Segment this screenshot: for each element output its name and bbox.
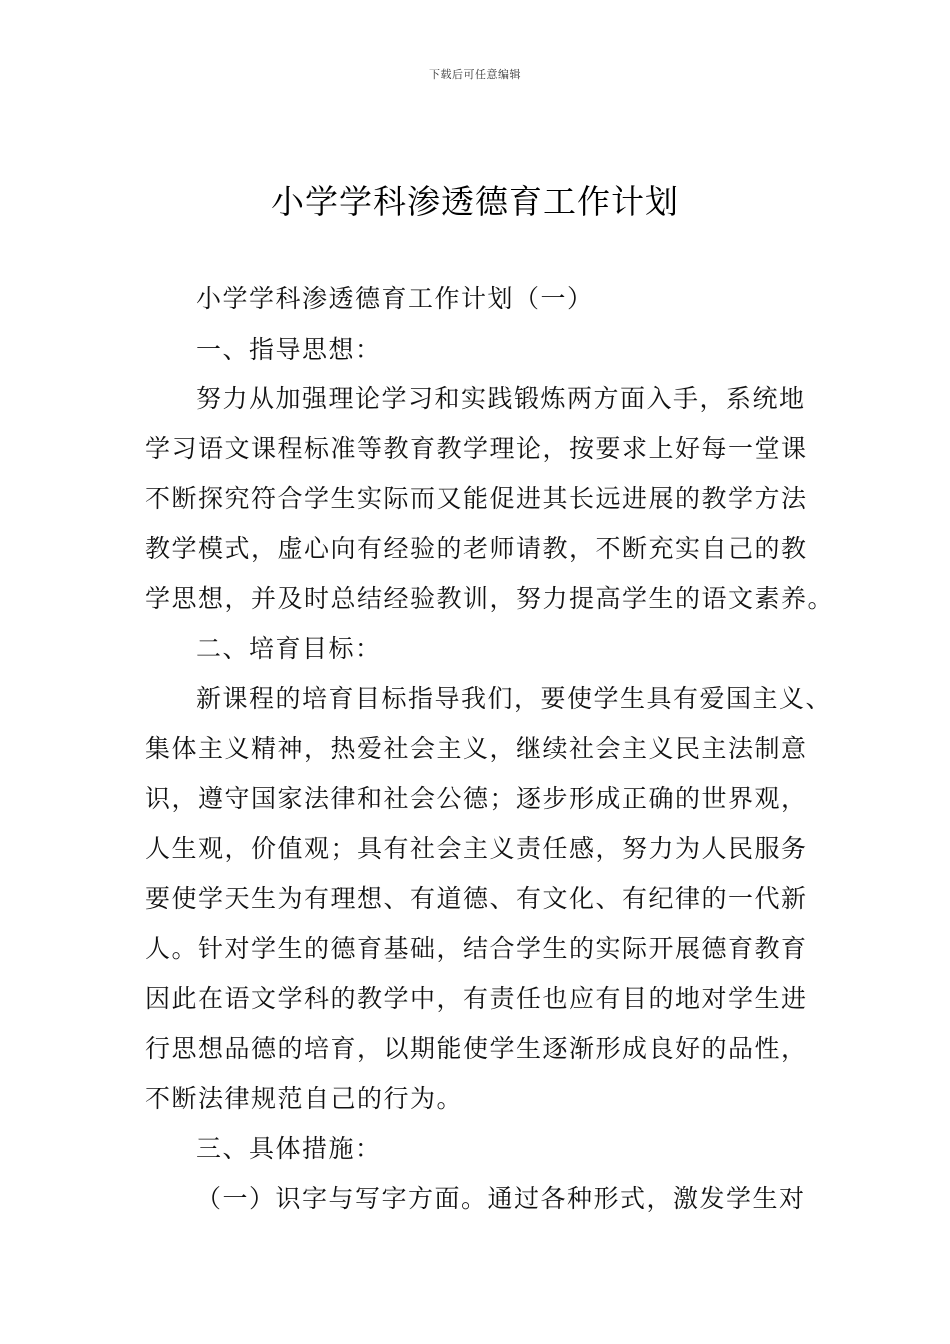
paragraph-line: 教学模式，虚心向有经验的老师请教，不断充实自己的教 <box>145 534 808 563</box>
header-note: 下载后可任意编辑 <box>429 68 521 81</box>
paragraph-line: 努力从加强理论学习和实践锻炼两方面入手，系统地 <box>196 384 806 413</box>
paragraph-line: 人生观，价值观；具有社会主义责任感，努力为人民服务 <box>145 834 808 863</box>
paragraph-line: 行思想品德的培育，以期能使学生逐渐形成良好的品性， <box>145 1034 808 1063</box>
paragraph-line: 新课程的培育目标指导我们，要使学生具有爱国主义、 <box>196 684 833 713</box>
paragraph-line: 人。针对学生的德育基础，结合学生的实际开展德育教育 <box>145 934 808 963</box>
paragraph-line: 不断探究符合学生实际而又能促进其长远进展的教学方法 <box>145 484 808 513</box>
paragraph-line: 不断法律规范自己的行为。 <box>145 1084 464 1113</box>
section-heading-3: 三、具体措施： <box>196 1134 382 1163</box>
section-heading-1: 一、指导思想： <box>196 335 382 364</box>
paragraph-line: 要使学天生为有理想、有道德、有文化、有纪律的一代新 <box>145 884 808 913</box>
paragraph-line: 识，遵守国家法律和社会公德；逐步形成正确的世界观， <box>145 784 808 813</box>
paragraph-line: 集体主义精神，热爱社会主义，继续社会主义民主法制意 <box>145 734 808 763</box>
paragraph-line: 学习语文课程标准等教育教学理论，按要求上好每一堂课 <box>145 434 808 463</box>
subtitle-line: 小学学科渗透德育工作计划（一） <box>196 284 594 313</box>
paragraph-line: （一）识字与写字方面。通过各种形式，激发学生对 <box>196 1184 806 1213</box>
section-heading-2: 二、培育目标： <box>196 634 382 663</box>
document-title: 小学学科渗透德育工作计划 <box>271 182 679 221</box>
paragraph-line: 学思想，并及时总结经验教训，努力提高学生的语文素养。 <box>145 584 835 613</box>
paragraph-line: 因此在语文学科的教学中，有责任也应有目的地对学生进 <box>145 984 808 1013</box>
